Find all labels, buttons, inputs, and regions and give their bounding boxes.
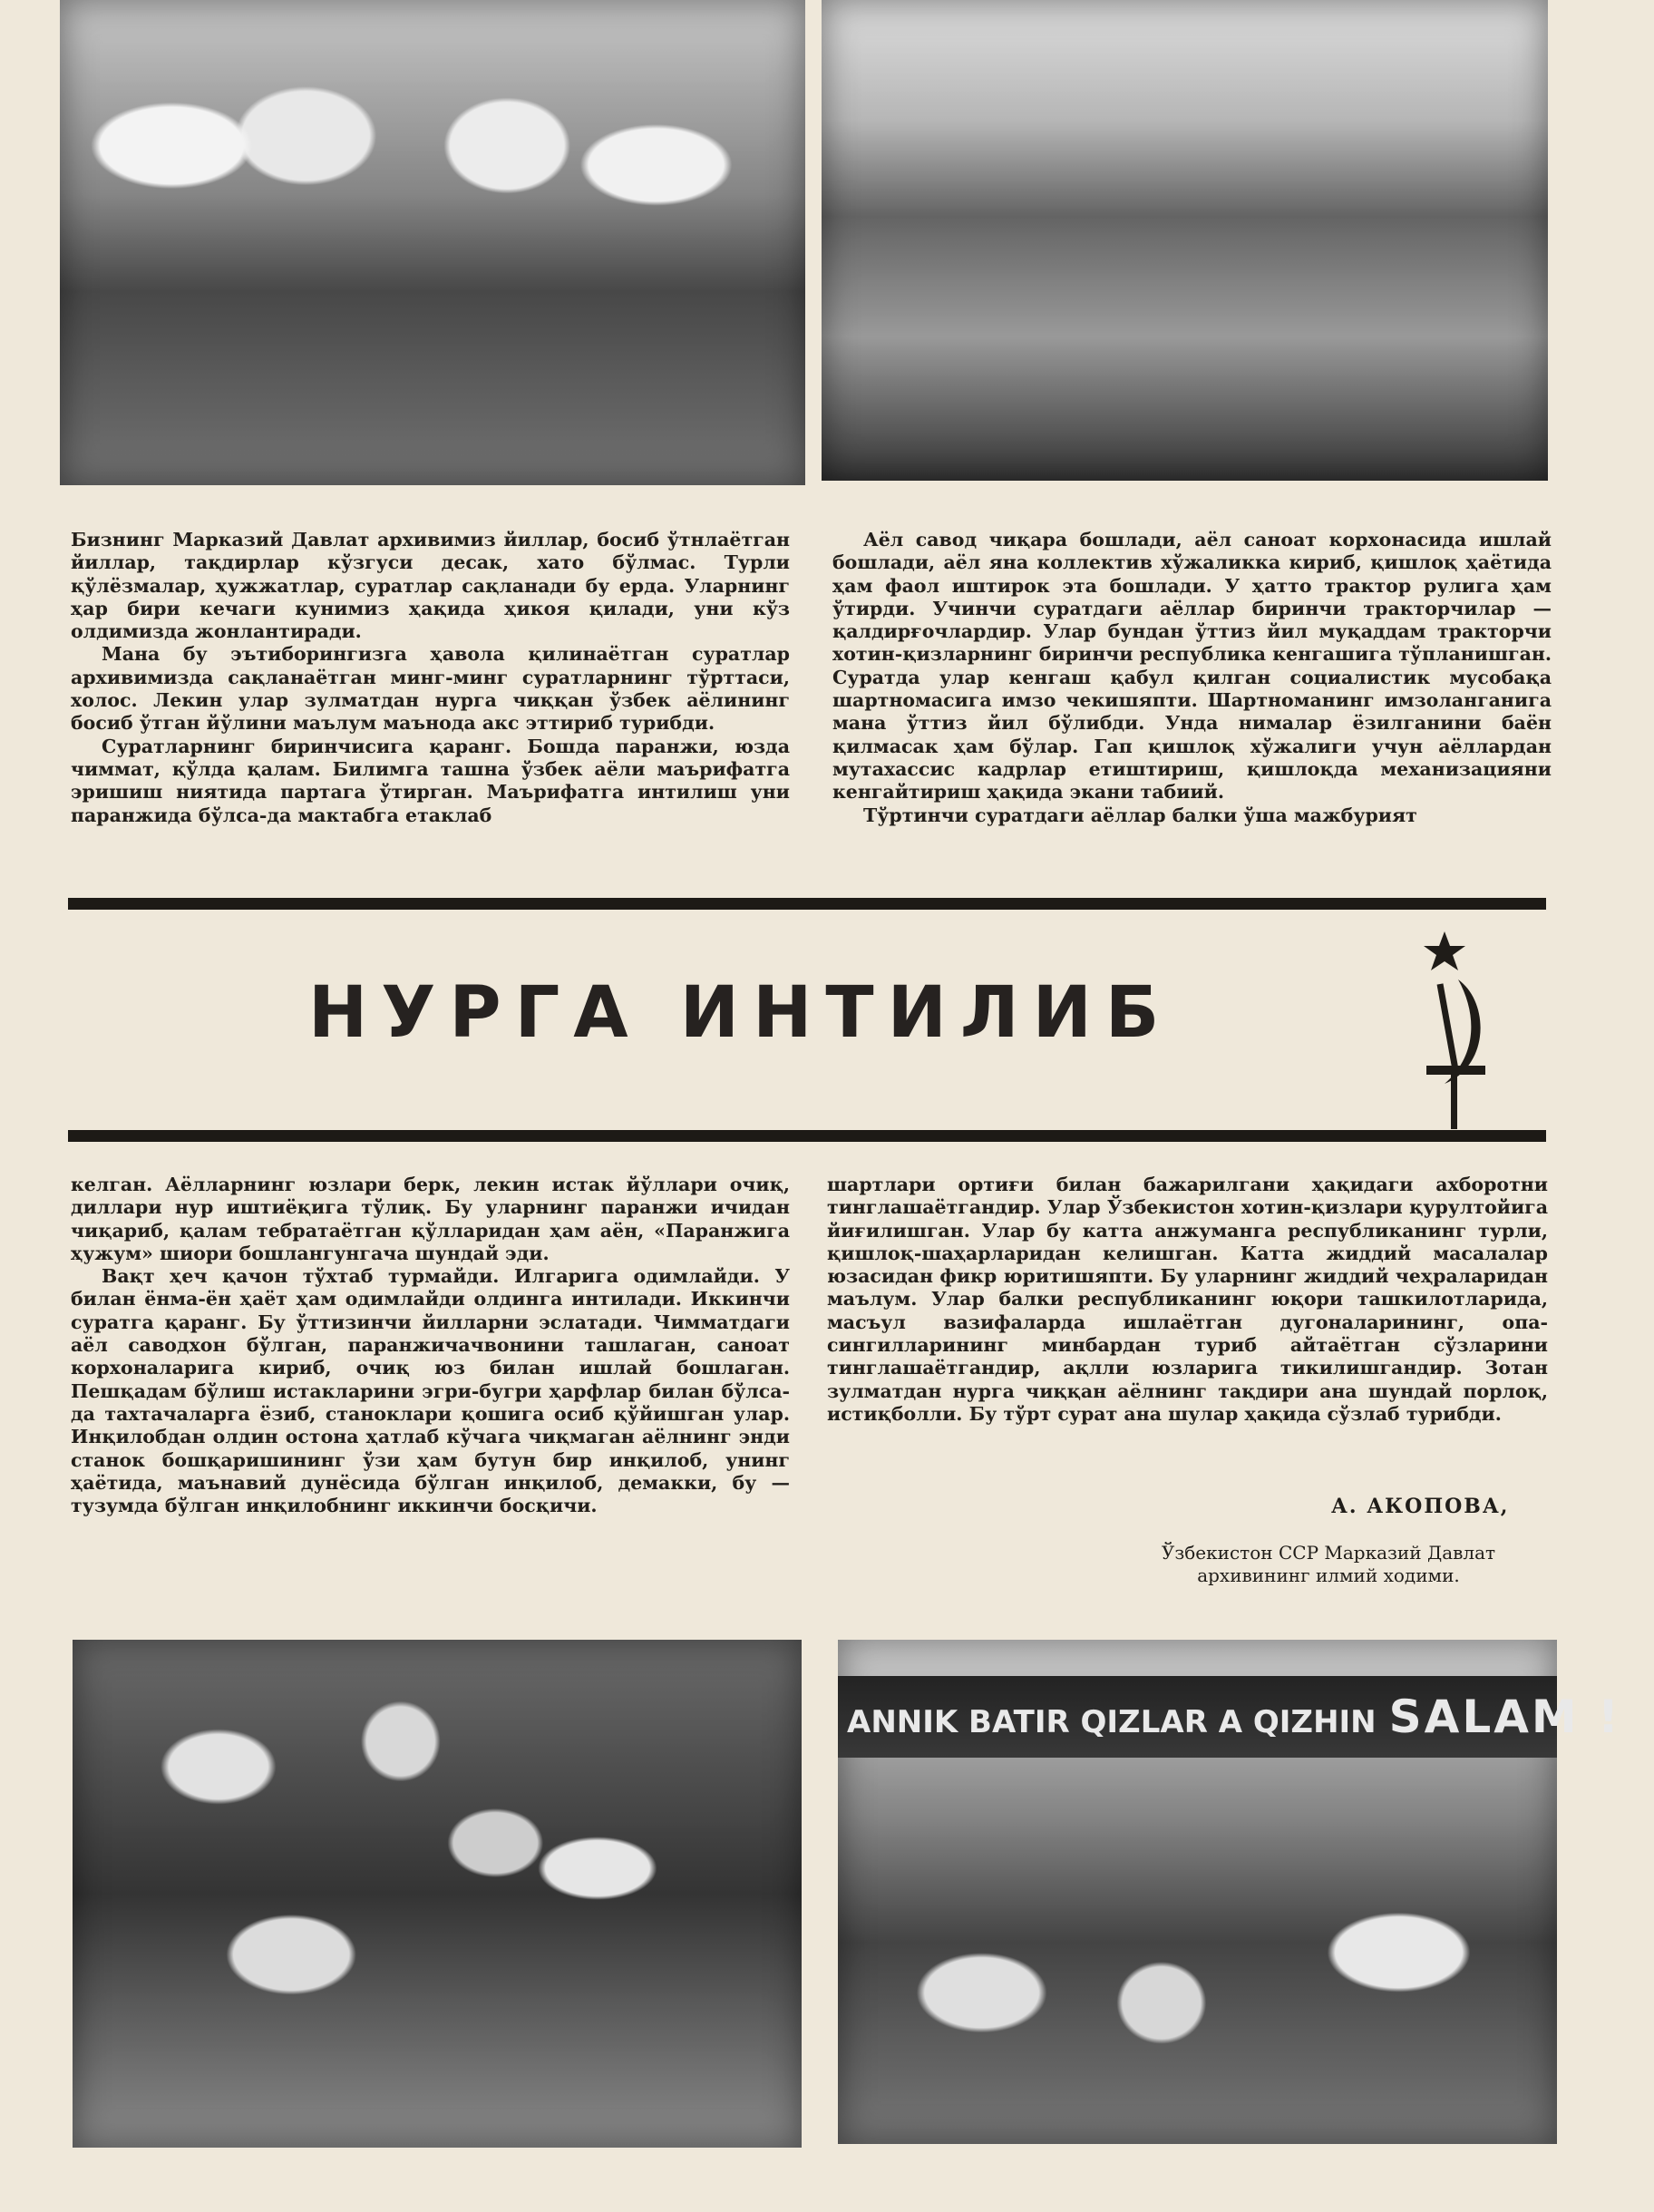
paragraph: Мана бу эътиборингизга ҳавола қилинаётган суратлар архивимизда сақланаётган минг-минг суратларнинг тўрттаси, холос. Лекин улар зулматдан нурга чиққан ўзбек аёлининг босиб ўтган йўлини маълум маънода акс эттириб турибди. <box>71 643 790 735</box>
article-column-top-right <box>832 529 1552 827</box>
photo-congress-women <box>838 1640 1621 2144</box>
photo-women-at-table <box>73 1640 802 2148</box>
salam-banner <box>838 1676 1621 1758</box>
affiliation-line: Ўзбекистон ССР Марказий Давлат <box>1161 1542 1496 1564</box>
author-affiliation <box>1106 1542 1551 1587</box>
paragraph: Бизнинг Марказий Давлат архивимиз йиллар, босиб ўтнлаётган йиллар, тақдирлар кўзгуси десак, хато бўлмас. Турли қўлёзмалар, ҳужжатлар, суратлар сақланади бу ерда. Уларнинг ҳар бири кечаги кунимиз ҳақида ҳикоя қилади, уни кўз олдимизда жонлантиради. <box>71 529 790 643</box>
paragraph: Вақт ҳеч қачон тўхтаб турмайди. Илгарига одимлайди. У билан ёнма-ён ҳаёт ҳам одимлайди олдинга интилади. Иккинчи суратга қаранг. Бу ўттизинчи йилларни эслатади. Чимматдаги аёл саводхон бўлган, паранжичачвонини ташлаган, саноат корхоналарига кириб, очиқ юз билан ишлай бошлаган. Пешқадам бўлиш истакларини эгри-бугри ҳарфлар билан бўлса-да тахтачаларга ёзиб, станоклари қошига осиб қўйишган улар. Инқилобдан олдин остона ҳатлаб кўчага чиқмаган аёлнинг энди станок бошқаришининг ўзи ҳам бутун бир инқилоб, унинг ҳаётида, маънавий дунёсида бўлган инқилоб, демакки, бу — тузумда бўлган инқилобнинг иккинчи босқичи. <box>71 1265 790 1517</box>
paragraph: келган. Аёлларнинг юзлари берк, лекин истак йўллари очиқ, диллари нур иштиёқига тўлиқ. Бу уларнинг паранжи ичидан чиқариб, қалам тебратаётган қўлларидан ҳам аён, «Паранжига ҳужум» шиори бошлангунгача шундай эди. <box>71 1174 790 1264</box>
paragraph: Аёл савод чиқара бошлади, аёл саноат корхонасида ишлай бошлади, аёл яна коллектив хўжаликка кириб, қишлоқ ҳаётида ҳам фаол иштирок эта бошлади. У ҳатто трактор рулига ҳам ўтирди. Учинчи суратдаги аёллар биринчи тракторчилар — қалдирғочлардир. Улар бундан ўттиз йил муқаддам тракторчи хотин-қизларнинг биринчи республика кенгашига тўпланишган. Суратда улар кенгаш қабул қилган социалистик мусобақа шартномасига имзо чекишяпти. Шартноманинг имзоланганига мана ўттиз йил бўлибди. Унда нималар ёзилганини баён қилмасак ҳам бўлар. Гап қишлоқ хўжалиги учун аёллардан мутахассис кадрлар етиштириш, қишлоқда механизацияни кенгайтириш ҳақида экани табиий. <box>832 529 1552 804</box>
banner-salam: SALAM ! <box>1388 1691 1621 1743</box>
hammer-sickle-star-emblem-icon <box>1404 930 1494 1129</box>
photo-factory-workers <box>822 0 1548 481</box>
title-rule-bottom <box>68 1130 1546 1142</box>
banner-text: ANNIK BATIR QIZLAR A QIZHIN <box>847 1704 1377 1740</box>
article-column-bottom-right <box>827 1174 1548 1426</box>
paragraph: Тўртинчи суратдаги аёллар балки ўша мажбурият <box>863 804 1417 826</box>
author-signature: А. АКОПОВА, <box>1331 1495 1510 1518</box>
paragraph: Суратларнинг биринчисига қаранг. Бошда паранжи, юзда чиммат, қўлда қалам. Билимга ташна ўзбек аёли маърифатга эришиш ниятида партага ўтирган. Маърифатга интилиш уни паранжида бўлса-да мактабга етаклаб <box>71 735 790 826</box>
article-column-bottom-left <box>71 1174 790 1517</box>
article-column-top-left <box>71 529 790 827</box>
affiliation-line: архивининг илмий ходими. <box>1197 1564 1460 1586</box>
photo-women-in-paranja <box>60 0 805 485</box>
article-title: НУРГА ИНТИЛИБ <box>308 972 1173 1054</box>
title-rule-top <box>68 898 1546 910</box>
paragraph: шартлари ортиғи билан бажарилгани ҳақидаги ахборотни тинглашаётгандир. Улар Ўзбекистон хотин-қизлари қурултойига йиғилишган. Улар бу катта анжуманга республиканинг турли, қишлоқ-шаҳарларидан келишган. Катта жиддий масалалар юзасидан фикр юритишяпти. Бу уларнинг жиддий чеҳраларидан маълум. Улар балки республиканинг юқори ташкилотларида, масъул вазифаларда ишлаётган дугоналарининг, опа-сингилларининг минбардан туриб айтаётган сўзларини тинглашаётгандир, ақлли юзларига тикилишгандир. Зотан зулматдан нурга чиққан аёлнинг тақдири ана шундай порлоқ, истиқболли. Бу тўрт сурат ана шулар ҳақида сўзлаб турибди. <box>827 1174 1548 1425</box>
